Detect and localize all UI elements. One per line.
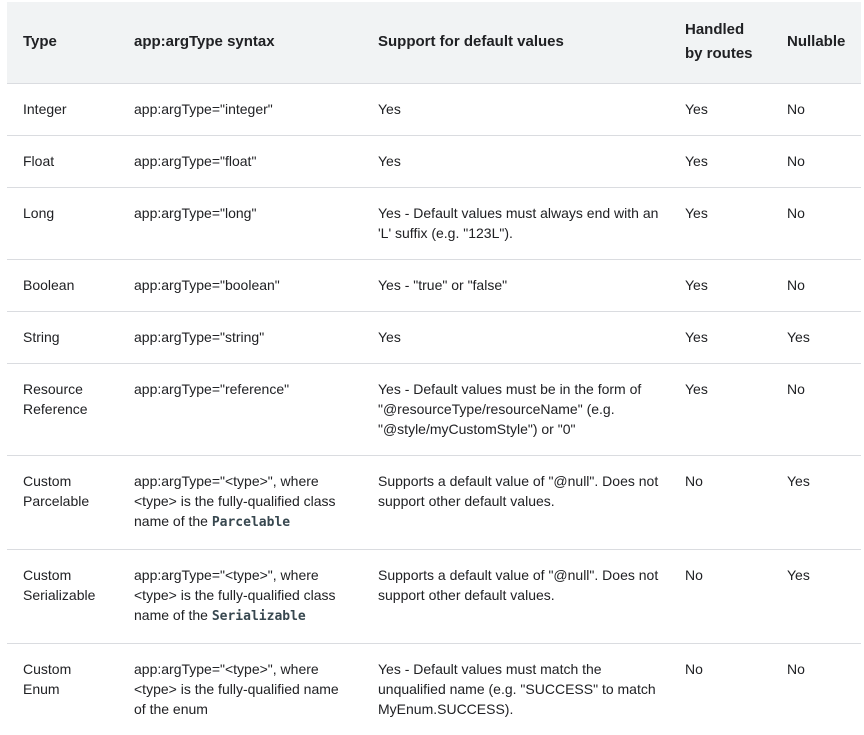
syntax-text: app:argType="<type>", where <type> is the fully-qualified class name of the: [134, 472, 336, 529]
cell-routes: Yes: [685, 380, 708, 397]
header-handled-by-routes: Handled by routes: [685, 21, 753, 63]
cell-routes: Yes: [685, 152, 708, 169]
cell-default: Supports a default value of "@null". Does not support other default values.: [378, 472, 659, 509]
cell-routes: Yes: [685, 100, 708, 117]
cell-default: Yes - Default values must match the unqualified name (e.g. "SUCCESS" to match MyEnum.SUCCESS).: [378, 660, 656, 717]
cell-syntax: app:argType="<type>", where <type> is the fully-qualified name of the enum: [134, 660, 339, 717]
header-nullable: Nullable: [787, 33, 846, 51]
cell-nullable: No: [787, 204, 805, 221]
arg-types-table-container: [7, 2, 861, 735]
cell-routes: No: [685, 566, 703, 583]
header-syntax: app:argType syntax: [134, 33, 275, 51]
cell-syntax: app:argType="boolean": [134, 276, 280, 293]
header-default-values: Support for default values: [378, 33, 564, 51]
cell-routes: Yes: [685, 204, 708, 221]
cell-nullable: No: [787, 660, 805, 677]
table-row: [7, 187, 861, 259]
cell-routes: No: [685, 472, 703, 489]
table-body: [7, 83, 861, 735]
table-row: [7, 311, 861, 363]
cell-syntax: [118, 455, 362, 549]
cell-syntax: [118, 549, 362, 643]
cell-syntax: app:argType="reference": [134, 380, 290, 397]
class-name-code: Serializable: [211, 608, 306, 624]
cell-type: Boolean: [23, 276, 75, 293]
cell-type: Integer: [23, 100, 67, 117]
cell-syntax: app:argType="string": [134, 328, 265, 345]
table-row: [7, 259, 861, 311]
cell-type: String: [23, 328, 60, 345]
cell-syntax: app:argType="float": [134, 152, 257, 169]
cell-type: Custom Enum: [23, 660, 72, 697]
table-row: [7, 135, 861, 187]
class-name-code: Parcelable: [211, 514, 291, 530]
cell-nullable: No: [787, 100, 805, 117]
cell-default: Yes: [378, 328, 401, 345]
cell-type: Float: [23, 152, 55, 169]
cell-nullable: No: [787, 276, 805, 293]
table-row: [7, 363, 861, 455]
cell-routes: Yes: [685, 276, 708, 293]
cell-default: Yes: [378, 100, 401, 117]
cell-type: Long: [23, 204, 55, 221]
cell-default: Supports a default value of "@null". Does not support other default values.: [378, 566, 659, 603]
syntax-text: app:argType="<type>", where <type> is the fully-qualified class name of the: [134, 566, 336, 623]
cell-type: Resource Reference: [23, 380, 88, 417]
header-type: Type: [23, 33, 57, 51]
table-row: [7, 549, 861, 643]
cell-default: Yes: [378, 152, 401, 169]
cell-type: Custom Serializable: [23, 566, 96, 603]
cell-syntax: app:argType="long": [134, 204, 257, 221]
cell-nullable: Yes: [787, 566, 810, 583]
cell-default: Yes - "true" or "false": [378, 276, 508, 293]
cell-routes: Yes: [685, 328, 708, 345]
arg-types-table: [7, 2, 861, 735]
cell-type: Custom Parcelable: [23, 472, 90, 509]
cell-nullable: Yes: [787, 328, 810, 345]
table-row: [7, 83, 861, 135]
cell-nullable: No: [787, 152, 805, 169]
cell-default: Yes - Default values must be in the form of "@resourceType/resourceName" (e.g. "@style/myCustomStyle") or "0": [378, 380, 642, 437]
table-row: [7, 455, 861, 549]
cell-routes: No: [685, 660, 703, 677]
cell-nullable: No: [787, 380, 805, 397]
cell-default: Yes - Default values must always end with an 'L' suffix (e.g. "123L").: [378, 204, 659, 241]
cell-nullable: Yes: [787, 472, 810, 489]
cell-syntax: app:argType="integer": [134, 100, 273, 117]
table-header-row: [7, 2, 861, 83]
table-row: [7, 643, 861, 735]
